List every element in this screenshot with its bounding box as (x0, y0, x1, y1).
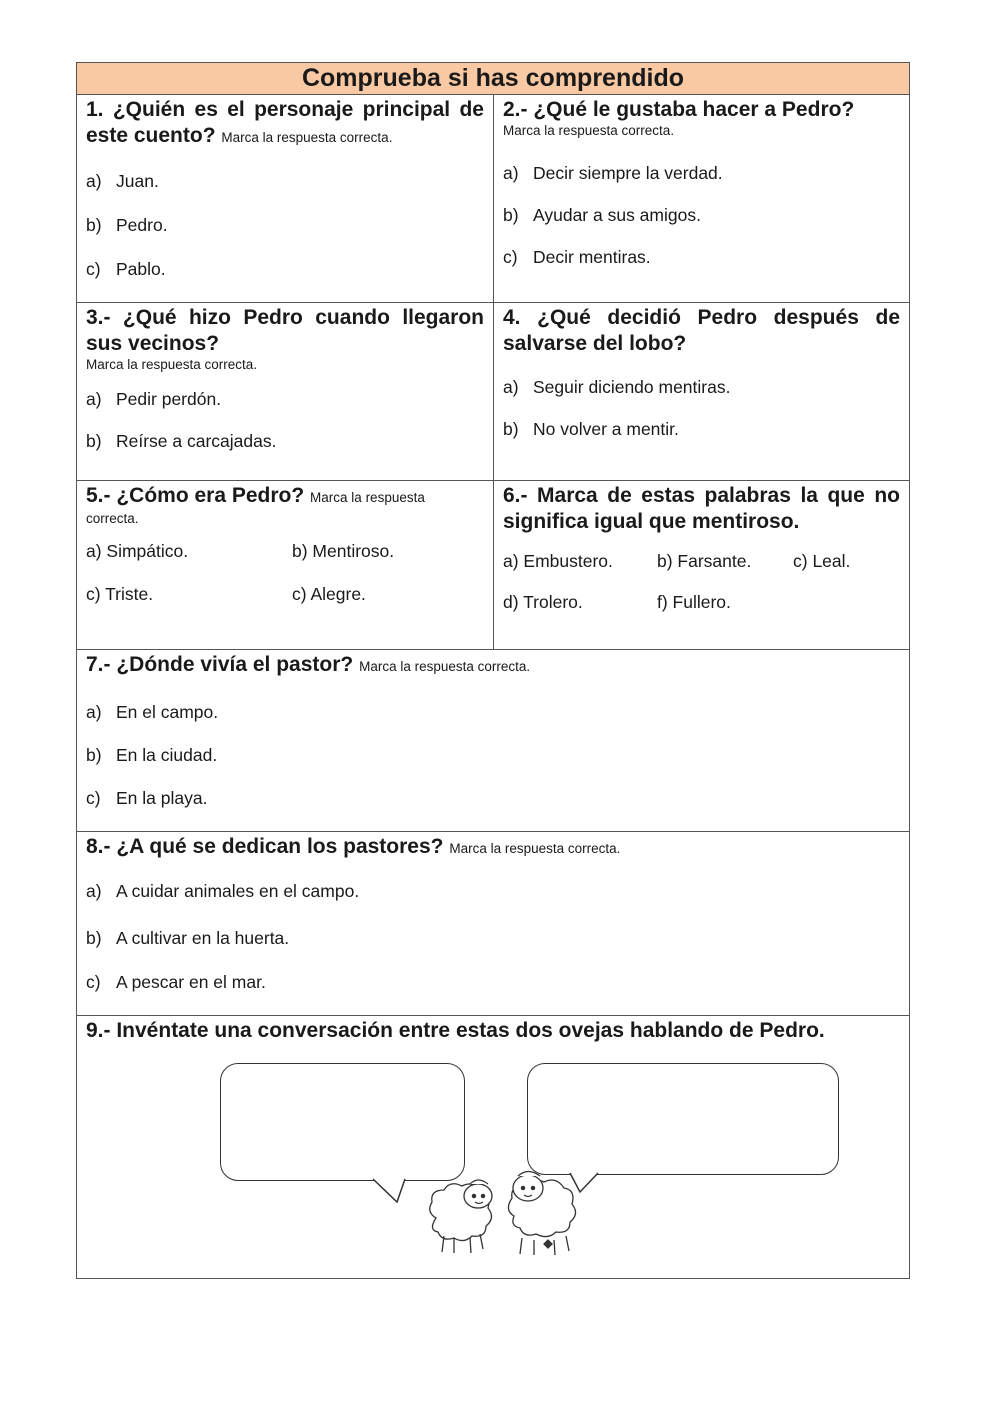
question-7-text: 7.- ¿Dónde vivía el pastor? (86, 653, 354, 676)
question-3-text: 3.- ¿Qué hizo Pedro cuando llegaron sus vecinos? (86, 306, 484, 355)
question-4 (493, 303, 909, 480)
option-2a[interactable]: a) Decir siempre la verdad. (503, 163, 723, 183)
speech-bubble-left-tail (373, 1178, 413, 1218)
row-3 (77, 481, 909, 650)
question-5-text: 5.- ¿Cómo era Pedro? (86, 484, 305, 507)
option-6f[interactable]: f) Fullero. (657, 592, 731, 612)
option-8b[interactable]: b) A cultivar en la huerta. (86, 928, 290, 948)
option-5b[interactable]: b) Mentiroso. (292, 541, 395, 561)
option-6c[interactable]: c) Leal. (793, 551, 851, 571)
question-6-text: 6.- Marca de estas palabras la que no significa igual que mentiroso. (503, 484, 900, 533)
question-3-note: Marca la respuesta correcta. (86, 357, 258, 372)
option-7c[interactable]: c) En la playa. (86, 788, 208, 808)
option-5d[interactable]: c) Alegre. (292, 584, 366, 604)
question-8-text: 8.- ¿A qué se dedican los pastores? (86, 835, 444, 858)
row-4 (77, 650, 909, 832)
option-7b[interactable]: b) En la ciudad. (86, 745, 218, 765)
option-2c[interactable]: c) Decir mentiras. (503, 247, 651, 267)
question-6 (493, 481, 909, 649)
option-4a[interactable]: a) Seguir diciendo mentiras. (503, 377, 731, 397)
question-1 (77, 95, 493, 302)
question-8-note: Marca la respuesta correcta. (449, 841, 621, 856)
question-5-note-end: correcta. (86, 511, 139, 526)
option-6b[interactable]: b) Farsante. (657, 551, 752, 571)
question-2-text: 2.- ¿Qué le gustaba hacer a Pedro? (503, 98, 855, 121)
question-9 (77, 1016, 909, 1278)
worksheet-title: Comprueba si has comprendido (77, 63, 909, 95)
question-5-note: Marca la respuesta (310, 490, 425, 505)
option-8c[interactable]: c) A pescar en el mar. (86, 972, 266, 992)
option-5a[interactable]: a) Simpático. (86, 541, 189, 561)
question-2 (493, 95, 909, 302)
option-5c[interactable]: c) Triste. (86, 584, 154, 604)
question-7-note: Marca la respuesta correcta. (359, 659, 531, 674)
question-1-text: 1. ¿Quién es el personaje principal de este cuento? (86, 98, 484, 147)
question-8 (77, 832, 909, 1015)
row-5 (77, 832, 909, 1016)
question-3 (77, 303, 493, 480)
option-3a[interactable]: a) Pedir perdón. (86, 389, 222, 409)
option-1b[interactable]: b) Pedro. (86, 215, 168, 235)
option-3b[interactable]: b) Reírse a carcajadas. (86, 431, 277, 451)
option-7a[interactable]: a) En el campo. (86, 702, 219, 722)
option-4b[interactable]: b) No volver a mentir. (503, 419, 679, 439)
option-6d[interactable]: d) Trolero. (503, 592, 583, 612)
question-7 (77, 650, 909, 831)
two-sheep-icon (422, 1166, 602, 1262)
question-2-note: Marca la respuesta correcta. (503, 123, 675, 138)
row-1 (77, 95, 909, 303)
question-9-text: 9.- Invéntate una conversación entre estas dos ovejas hablando de Pedro. (86, 1019, 825, 1042)
option-1c[interactable]: c) Pablo. (86, 259, 166, 279)
option-1a[interactable]: a) Juan. (86, 171, 159, 191)
question-5 (77, 481, 493, 649)
speech-bubble-left[interactable] (220, 1063, 465, 1181)
option-2b[interactable]: b) Ayudar a sus amigos. (503, 205, 701, 225)
option-8a[interactable]: a) A cuidar animales en el campo. (86, 881, 360, 901)
question-5-options (86, 540, 484, 605)
row-2 (77, 303, 909, 481)
question-1-note: Marca la respuesta correcta. (221, 130, 393, 145)
worksheet (76, 62, 910, 1279)
speech-bubble-right[interactable] (527, 1063, 839, 1175)
question-4-text: 4. ¿Qué decidió Pedro después de salvarse del lobo? (503, 306, 900, 355)
question-6-options (503, 550, 900, 613)
option-6a[interactable]: a) Embustero. (503, 551, 613, 571)
row-6 (77, 1016, 909, 1278)
